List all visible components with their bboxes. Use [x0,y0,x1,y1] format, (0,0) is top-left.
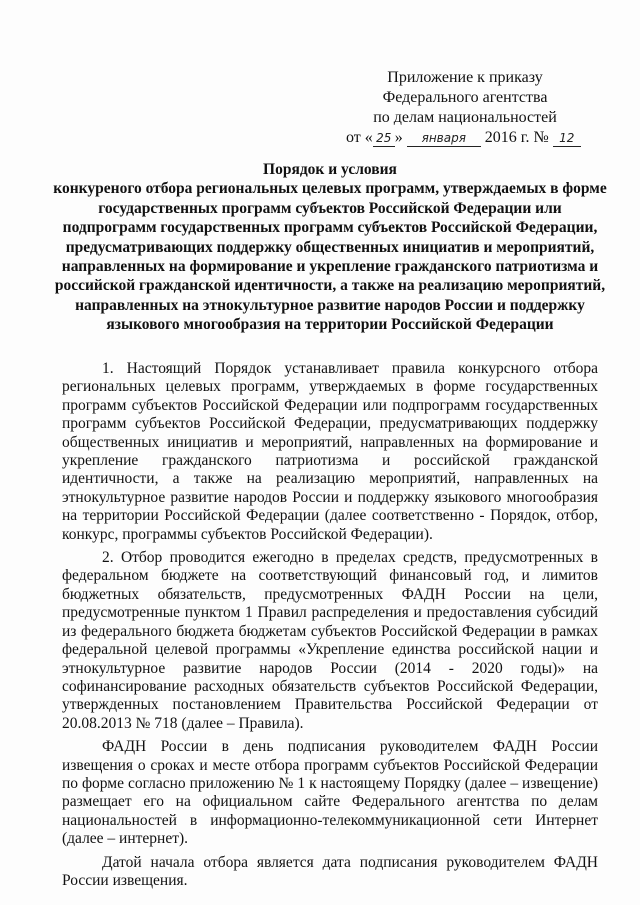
date-prefix: от « [346,129,373,146]
paragraph-1: 1. Настоящий Порядок устанавливает правила конкурсного отбора региональных целевых программ, утверждаемых в форме государственных программ субъектов Российской Федерации или подпрограмм государственных программ субъектов Российской Федерации, предусматривающих поддержку общественных инициатив и мероприятий, направленных на формирование и укрепление гражданского патриотизма и российской гражданской идентичности, а также на реализацию мероприятий, направленных на этнокультурное развитие народов России и поддержку языкового многообразия на территории Российской Федерации (далее соответственно - Порядок, отбор, конкурс, программы субъектов Российской Федерации). [62,360,598,543]
order-date-line [346,128,590,148]
document-body [62,360,598,895]
document-title [50,160,610,335]
appendix-header [340,68,590,148]
order-number: 12 [553,130,581,147]
date-mid: » [394,129,403,146]
appendix-line-1: Приложение к приказу [387,69,543,86]
appendix-line-3: по делам национальностей [373,109,557,126]
paragraph-2: 2. Отбор проводится ежегодно в пределах средств, предусмотренных в федеральном бюджете на соответствующий финансовый год, и лимитов бюджетных обязательств, предусмотренных ФАДН России на цели, предусмотренные пунктом 1 Правил распределения и предоставления субсидий из федерального бюджета бюджетам субъектов Российской Федерации в рамках федеральной целевой программы «Укрепление единства российской нации и этнокультурное развитие народов России (2014 - 2020 годы)» на софинансирование расходных обязательств субъектов Российской Федерации, утвержденных постановлением Правительства Российской Федерации от 20.08.2013 № 718 (далее – Правила). [62,549,598,732]
appendix-line-2: Федерального агентства [382,89,548,106]
title-line-1: Порядок и условия [263,161,397,178]
order-year: 2016 г. № [484,129,549,146]
paragraph-3: ФАДН России в день подписания руководителем ФАДН России извещения о сроках и месте отбора программ субъектов Российской Федерации по форме согласно приложению № 1 к настоящему Порядку (далее – извещение) размещает его на официальном сайте Федерального агентства по делам национальностей в информационно-телекоммуникационной сети Интернет (далее – интернет). [62,738,598,848]
order-month: января [407,130,481,147]
title-text: конкуреного отбора региональных целевых программ, утверждаемых в форме государственных программ субъектов Российской Федерации или подпрограмм государственных программ субъектов Российской Федерации, предусматривающих поддержку общественных инициатив и мероприятий, направленных на формирование и укрепление гражданского патриотизма и российской гражданской идентичности, а также на реализацию мероприятий, направленных на этнокультурное развитие народов России и поддержку языкового многообразия на территории Российской Федерации [53,180,607,334]
order-day: 25 [373,130,395,147]
paragraph-4: Датой начала отбора является дата подписания руководителем ФАДН России извещения. [62,853,598,889]
